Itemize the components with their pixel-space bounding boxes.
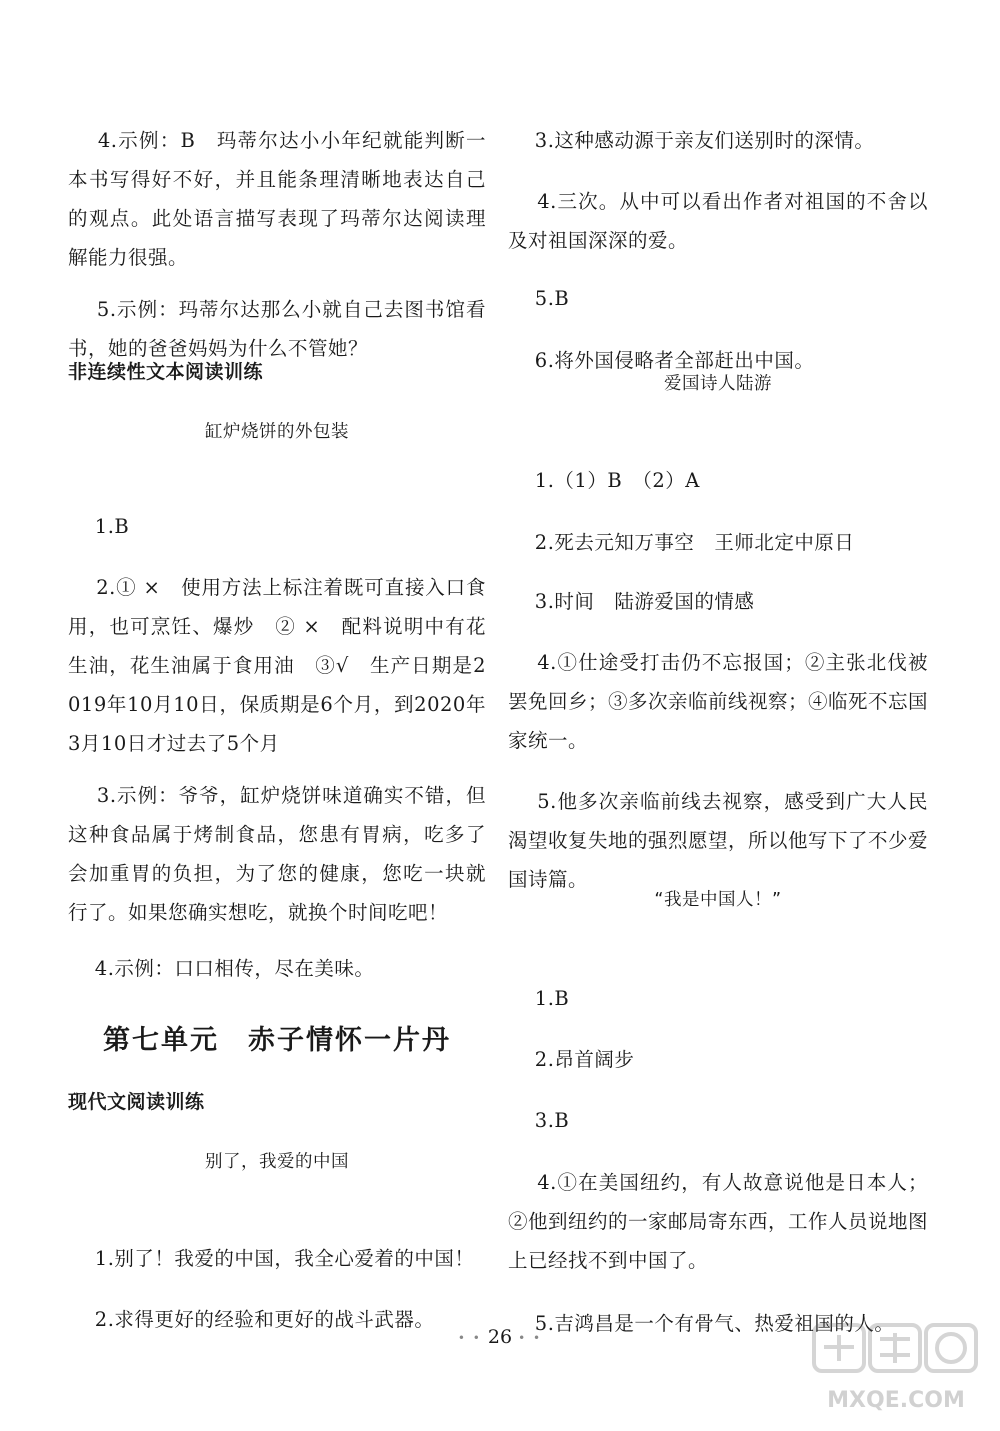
answer-item: 2.求得更好的经验和更好的战斗武器。 xyxy=(94,1308,435,1331)
answer-item: 5.他多次亲临前线去视察，感受到广大人民渴望收复失地的强烈愿望，所以他写下了不少爱国诗篇。 xyxy=(508,790,929,891)
answer-item: 4.①在美国纽约，有人故意说他是日本人；②他到纽约的一家邮局寄东西，工作人员说地图上已经找不到中国了。 xyxy=(508,1171,929,1272)
answer-item: 4.示例：B 玛蒂尔达小小年纪就能判断一本书写得好不好，并且能条理清晰地表达自己的观点。此处语言描写表现了玛蒂尔达阅读理解能力很强。 xyxy=(68,129,486,269)
answer-item: 3.B xyxy=(534,1109,570,1132)
watermark-url: MXQE.COM xyxy=(827,1388,965,1413)
answer-item: 3.这种感动源于亲友们送别时的深情。 xyxy=(534,129,875,152)
answer-item: 2.死去元知万事空 王师北定中原日 xyxy=(534,531,855,554)
answer-item: 4.三次。从中可以看出作者对祖国的不舍以及对祖国深深的爱。 xyxy=(508,190,928,252)
watermark-logo xyxy=(806,1317,986,1423)
answer-item: 2.① × 使用方法上标注着既可直接入口食用，也可烹饪、爆炒 ② × 配料说明中有花生油，花生油属于食用油 ③√ 生产日期是2019年10月10日，保质期是6个月，到2020年3月10日才过去了5个月 xyxy=(68,576,486,755)
article-title: 爱国诗人陆游 xyxy=(664,374,772,394)
answer-item: 1.（1）B （2）A xyxy=(534,469,700,492)
answer-item: 6.将外国侵略者全部赶出中国。 xyxy=(534,349,815,372)
answer-item: 1.B xyxy=(534,987,570,1010)
dots-decoration-left: • • xyxy=(457,1331,482,1345)
answer-item: 1.B xyxy=(94,515,130,538)
answer-item: 3.示例：爷爷，缸炉烧饼味道确实不错，但这种食品属于烤制食品，您患有胃病，吃多了会加重胃的负担，为了您的健康，您吃一块就行了。如果您确实想吃，就换个时间吃吧！ xyxy=(68,784,486,924)
answer-item: 4.示例：口口相传，尽在美味。 xyxy=(94,957,375,980)
article-title: 别了，我爱的中国 xyxy=(205,1152,349,1172)
answer-item: 4.①仕途受打击仍不忘报国；②主张北伐被罢免回乡；③多次亲临前线视察；④临死不忘国家统一。 xyxy=(508,651,929,752)
answer-item: 5.示例：玛蒂尔达那么小就自己去图书馆看书，她的爸爸妈妈为什么不管她？ xyxy=(68,298,486,360)
answer-item: 5.B xyxy=(534,287,570,310)
answer-item: 1.别了！我爱的中国，我全心爱着的中国！ xyxy=(94,1247,475,1270)
unit-title: 第七单元 赤子情怀一片丹 xyxy=(103,1025,451,1056)
article-title: 缸炉烧饼的外包装 xyxy=(205,422,349,442)
page-number: 26 xyxy=(487,1326,513,1348)
dots-decoration-right: • • xyxy=(518,1331,543,1345)
article-title: “我是中国人！” xyxy=(654,890,782,910)
answer-item: 5.吉鸿昌是一个有骨气、热爱祖国的人。 xyxy=(534,1312,895,1335)
section-heading: 现代文阅读训练 xyxy=(68,1091,205,1113)
answer-item: 2.昂首阔步 xyxy=(534,1048,635,1071)
answer-item: 3.时间 陆游爱国的情感 xyxy=(534,590,755,613)
section-heading: 非连续性文本阅读训练 xyxy=(68,361,264,383)
